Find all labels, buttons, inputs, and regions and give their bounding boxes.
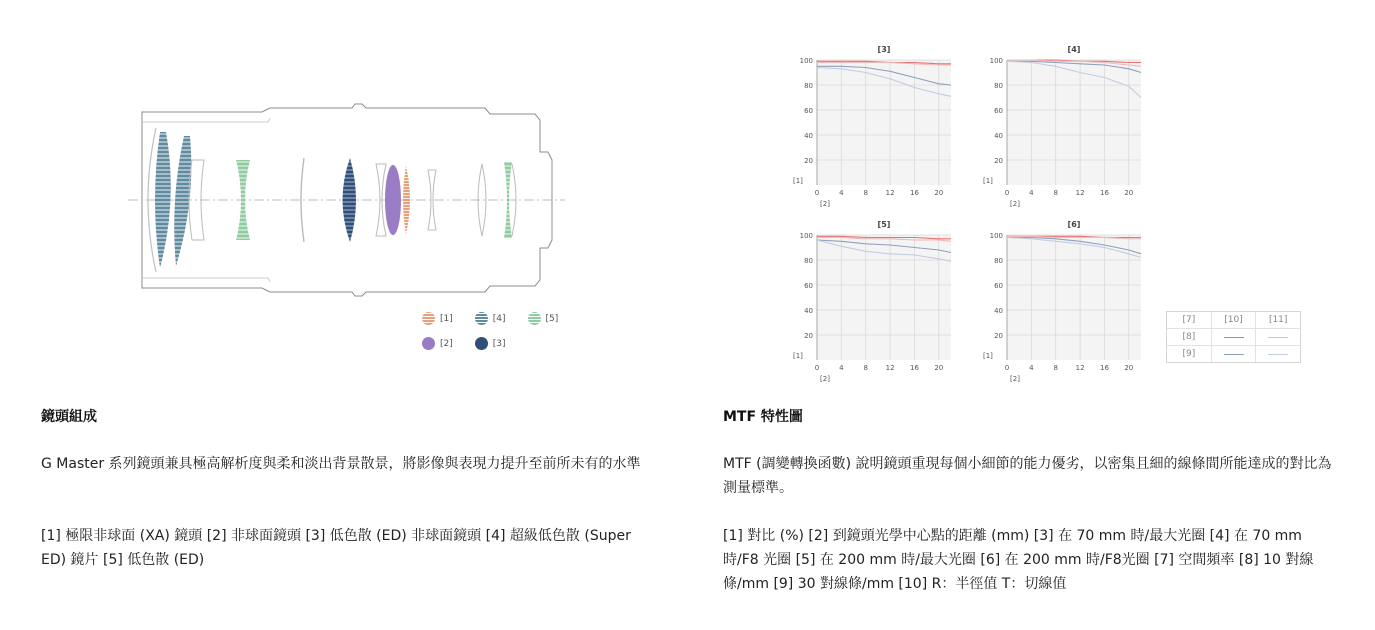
mtf-x-tick-label: 0 (1004, 364, 1010, 372)
mtf-y-tick-label: 80 (994, 257, 1003, 265)
mtf-legend-swatch-t (1256, 346, 1300, 362)
mtf-x-axis-label: [2] (820, 375, 830, 383)
mtf-heading: MTF 特性圖 (723, 409, 803, 425)
mtf-x-axis-label: [2] (820, 200, 830, 208)
mtf-y-tick-label: 20 (994, 157, 1003, 165)
legend-label: [5] (545, 313, 559, 324)
mtf-y-axis-label: [1] (983, 177, 993, 185)
lens-element-4a (155, 132, 171, 268)
mtf-y-tick-label: 60 (804, 107, 813, 115)
mtf-x-tick-label: 4 (839, 364, 844, 372)
legend-item (475, 337, 506, 350)
mtf-legend-swatch-r (1212, 329, 1257, 345)
mtf-x-axis-label: [2] (1010, 375, 1020, 383)
hatched-circle-icon (422, 312, 435, 325)
mtf-legend-header (1167, 312, 1300, 329)
mtf-charts (775, 40, 1245, 430)
legend-item (422, 337, 453, 350)
mtf-y-tick-label: 40 (804, 307, 813, 315)
mtf-section (690, 0, 1375, 630)
mtf-x-tick-label: 8 (1053, 364, 1058, 372)
mtf-plot-area (1007, 235, 1141, 360)
mtf-x-tick-label: 16 (1099, 189, 1109, 197)
mtf-legend-header-cell: [7] (1167, 312, 1212, 328)
legend-label: [2] (440, 338, 453, 349)
lens-element-3 (343, 158, 357, 242)
mtf-x-tick-label: 0 (814, 364, 820, 372)
mtf-y-tick-label: 100 (989, 57, 1003, 65)
lens-element-2 (385, 165, 401, 235)
mtf-x-tick-label: 4 (1029, 364, 1034, 372)
legend-label: [3] (492, 338, 506, 349)
mtf-plot-area (817, 235, 951, 360)
mtf-plot-area (1007, 60, 1141, 185)
mtf-x-tick-label: 0 (814, 189, 820, 197)
lens-elements-description: [1] 極限非球面 (XA) 鏡頭 [2] 非球面鏡頭 [3] 低色散 (ED) 非球面鏡頭 [4] 超級低色散 (Super ED) 鏡片 [5] 低色散 (ED) (41, 528, 631, 568)
legend-item (475, 312, 506, 325)
mtf-y-axis-label: [1] (793, 177, 803, 185)
mtf-y-tick-label: 100 (989, 232, 1003, 240)
mtf-x-tick-label: 8 (1053, 189, 1058, 197)
mtf-x-tick-label: 20 (934, 189, 944, 197)
mtf-x-tick-label: 8 (863, 189, 868, 197)
lens-legend-row-1 (422, 312, 580, 325)
mtf-y-tick-label: 60 (804, 282, 813, 290)
mtf-y-tick-label: 80 (804, 257, 813, 265)
mtf-legend-header-cell: [10] (1212, 312, 1257, 328)
legend-label: [1] (440, 313, 453, 324)
lens-construction-heading: 鏡頭組成 (41, 409, 97, 425)
mtf-y-tick-label: 20 (994, 332, 1003, 340)
hatched-circle-icon (475, 337, 488, 350)
mtf-legend-row-label: [9] (1167, 346, 1212, 362)
mtf-y-tick-label: 40 (804, 132, 813, 140)
mtf-x-axis-label: [2] (1010, 200, 1020, 208)
lens-legend-row-2 (422, 337, 528, 350)
mtf-notes: [1] 對比 (%) [2] 到鏡頭光學中心點的距離 (mm) [3] 在 70 mm 時/最大光圈 [4] 在 70 mm 時/F8 光圈 [5] 在 200 mm 時/最大光圈 [6] 在 200 mm 時/F8光圈 [7] 空間頻率 [8] 10 對線條/mm [9] 30 對線條/mm [10] R：半徑值 T：切線值 (723, 528, 1314, 592)
mtf-x-tick-label: 20 (1124, 364, 1134, 372)
lens-construction-intro: G Master 系列鏡頭兼具極高解析度與柔和淡出背景散景，將影像與表現力提升至前所未有的水準 (41, 456, 641, 472)
mtf-y-tick-label: 80 (994, 82, 1003, 90)
mtf-y-tick-label: 20 (804, 332, 813, 340)
lens-element-1 (403, 166, 410, 234)
mtf-legend-row-label: [8] (1167, 329, 1212, 345)
mtf-x-tick-label: 16 (1099, 364, 1109, 372)
mtf-y-tick-label: 60 (994, 282, 1003, 290)
hatched-circle-icon (475, 312, 488, 325)
mtf-x-tick-label: 16 (909, 189, 919, 197)
mtf-chart-title: [5] (877, 220, 891, 229)
mtf-chart-title: [3] (877, 45, 891, 54)
mtf-legend-swatch-t (1256, 329, 1300, 345)
lens-diagram (0, 80, 690, 380)
mtf-y-tick-label: 20 (804, 157, 813, 165)
mtf-x-tick-label: 12 (885, 189, 895, 197)
mtf-x-tick-label: 12 (1075, 364, 1085, 372)
mtf-intro: MTF (調變轉換函數) 說明鏡頭重現每個小細節的能力優劣，以密集且細的線條間所能達成的對比為測量標準。 (723, 456, 1332, 496)
mtf-y-tick-label: 100 (799, 57, 813, 65)
legend-label: [4] (492, 313, 506, 324)
solid-circle-icon (422, 337, 435, 350)
mtf-x-tick-label: 20 (934, 364, 944, 372)
mtf-y-axis-label: [1] (793, 352, 803, 360)
mtf-x-tick-label: 16 (909, 364, 919, 372)
mtf-x-tick-label: 12 (1075, 189, 1085, 197)
mtf-legend-header-cell: [11] (1268, 315, 1288, 325)
mtf-legend-swatch-r (1212, 346, 1257, 362)
mtf-y-tick-label: 40 (994, 132, 1003, 140)
mtf-chart-title: [6] (1067, 220, 1081, 229)
mtf-x-tick-label: 20 (1124, 189, 1134, 197)
mtf-y-tick-label: 100 (799, 232, 813, 240)
mtf-x-tick-label: 4 (1029, 189, 1034, 197)
mtf-x-tick-label: 8 (863, 364, 868, 372)
mtf-chart-title: [4] (1067, 45, 1081, 54)
hatched-circle-icon (528, 312, 541, 325)
legend-item (422, 312, 453, 325)
mtf-x-tick-label: 0 (1004, 189, 1010, 197)
mtf-x-tick-label: 12 (885, 364, 895, 372)
mtf-y-tick-label: 40 (994, 307, 1003, 315)
mtf-y-tick-label: 80 (804, 82, 813, 90)
mtf-plot-area (817, 60, 951, 185)
mtf-legend-row (1167, 329, 1300, 346)
mtf-legend-row (1167, 346, 1300, 362)
mtf-y-axis-label: [1] (983, 352, 993, 360)
legend-item (528, 312, 559, 325)
mtf-x-tick-label: 4 (839, 189, 844, 197)
mtf-legend-table (1166, 311, 1301, 363)
mtf-y-tick-label: 60 (994, 107, 1003, 115)
